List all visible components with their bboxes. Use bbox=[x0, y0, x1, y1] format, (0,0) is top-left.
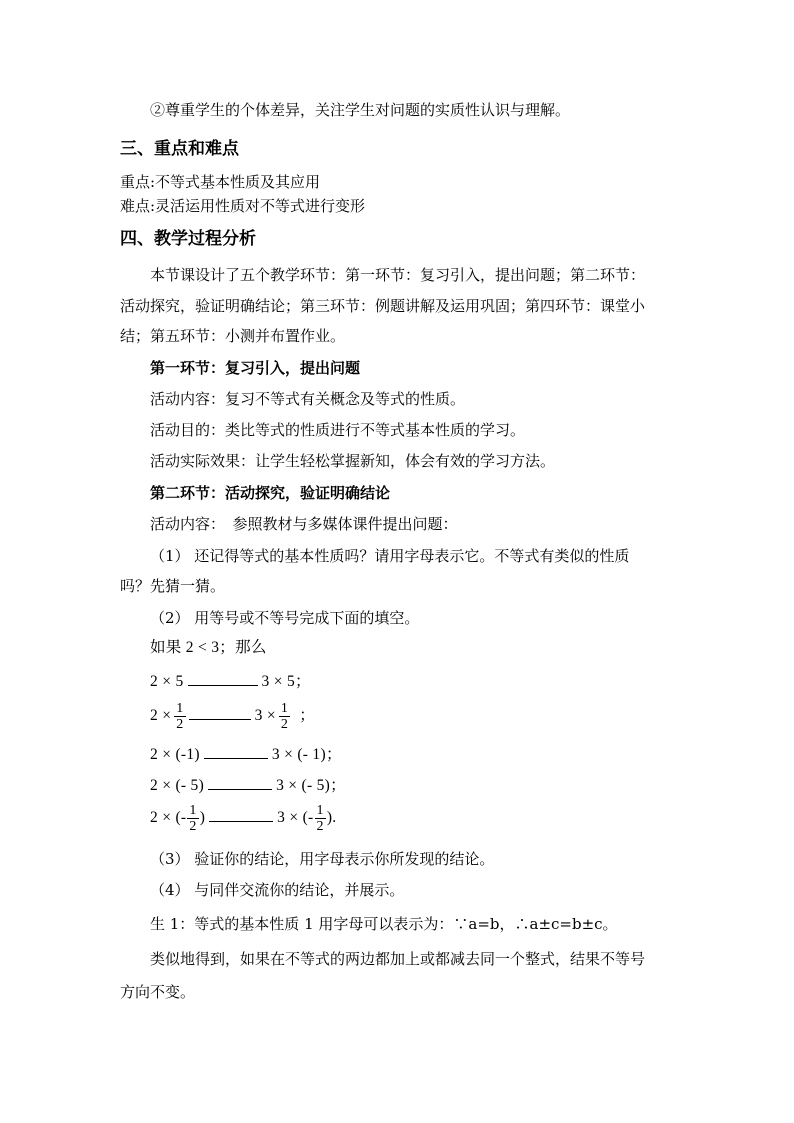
equation-1-right: 3 × 5； bbox=[261, 673, 311, 690]
equation-2-end: ； bbox=[299, 707, 315, 724]
question-1-line-1: （1） 还记得等式的基本性质吗？请用字母表示它。不等式有类似的性质 bbox=[150, 547, 630, 565]
paragraph-overview-line-3: 结；第五环节：小测并布置作业。 bbox=[120, 327, 346, 345]
question-4: （4） 与同伴交流你的结论，并展示。 bbox=[150, 881, 405, 899]
fraction-half: $\frac{1}{2}$ bbox=[280, 700, 289, 732]
equation-3-left: 2 × (-1) bbox=[150, 746, 200, 763]
equation-2-mid: 3 × bbox=[254, 707, 276, 724]
fraction-half: $\frac{1}{2}$ bbox=[176, 700, 184, 732]
equation-2-left: 2 × bbox=[150, 707, 172, 724]
equation-5-mid: 3 × (- bbox=[277, 809, 314, 826]
fraction-half: $\frac{1}{2}$ bbox=[316, 802, 324, 834]
stage-1-effect: 活动实际效果：让学生轻松掌握新知，体会有效的学习方法。 bbox=[150, 452, 556, 470]
fill-blank-5[interactable] bbox=[209, 807, 273, 822]
paragraph-overview-line-1: 本节课设计了五个教学环节：第一环节：复习引入，提出问题；第二环节： bbox=[150, 266, 646, 284]
stage-2-heading: 第二环节：活动探究，验证明确结论 bbox=[150, 484, 391, 502]
stage-1-heading: 第一环节：复习引入，提出问题 bbox=[150, 359, 361, 377]
equation-3 bbox=[150, 744, 342, 765]
conclusion-line-1: 类似地得到，如果在不等式的两边都加上或都减去同一个整式，结果不等号 bbox=[150, 950, 646, 968]
fill-blank-4[interactable] bbox=[208, 775, 272, 790]
conclusion-line-2: 方向不变。 bbox=[120, 983, 196, 1001]
equation-5-close: ) bbox=[199, 809, 206, 826]
equation-4-right: 3 × (- 5)； bbox=[276, 777, 346, 794]
equation-3-right: 3 × (- 1)； bbox=[271, 746, 342, 763]
key-point: 重点:不等式基本性质及其应用 bbox=[120, 173, 321, 191]
equation-2 bbox=[150, 698, 315, 734]
paragraph-goal-2: ②尊重学生的个体差异，关注学生对问题的实质性认识与理解。 bbox=[150, 101, 571, 119]
equation-1-left: 2 × 5 bbox=[150, 673, 184, 690]
equation-4 bbox=[150, 775, 346, 796]
equation-5-end: ). bbox=[326, 809, 337, 826]
question-2: （2） 用等号或不等号完成下面的填空。 bbox=[150, 609, 420, 627]
stage-1-purpose: 活动目的：类比等式的性质进行不等式基本性质的学习。 bbox=[150, 421, 526, 439]
fraction-half: $\frac{1}{2}$ bbox=[189, 802, 197, 834]
question-1-line-2: 吗？先猜一猜。 bbox=[120, 577, 226, 595]
fill-blank-1[interactable] bbox=[188, 671, 258, 686]
section-heading-3: 三、重点和难点 bbox=[120, 139, 239, 159]
student-1-answer: 生 1：等式的基本性质 1 用字母可以表示为：∵a=b，∴a±c=b±c。 bbox=[150, 915, 618, 933]
question-3: （3） 验证你的结论，用字母表示你所发现的结论。 bbox=[150, 850, 495, 868]
equation-1 bbox=[150, 671, 311, 692]
stage-2-content: 活动内容： 参照教材与多媒体课件提出问题： bbox=[150, 515, 458, 533]
fill-blank-2[interactable] bbox=[189, 705, 251, 720]
condition-line: 如果 2 < 3；那么 bbox=[150, 639, 267, 656]
equation-5-left: 2 × (- bbox=[150, 809, 187, 826]
fill-blank-3[interactable] bbox=[204, 744, 268, 759]
stage-1-content: 活动内容：复习不等式有关概念及等式的性质。 bbox=[150, 390, 466, 408]
equation-4-left: 2 × (- 5) bbox=[150, 777, 205, 794]
difficult-point: 难点:灵活运用性质对不等式进行变形 bbox=[120, 197, 366, 215]
section-heading-4: 四、教学过程分析 bbox=[120, 229, 256, 249]
equation-5 bbox=[150, 800, 336, 836]
paragraph-overview-line-2: 活动探究，验证明确结论；第三环节：例题讲解及运用巩固；第四环节：课堂小 bbox=[120, 297, 646, 315]
